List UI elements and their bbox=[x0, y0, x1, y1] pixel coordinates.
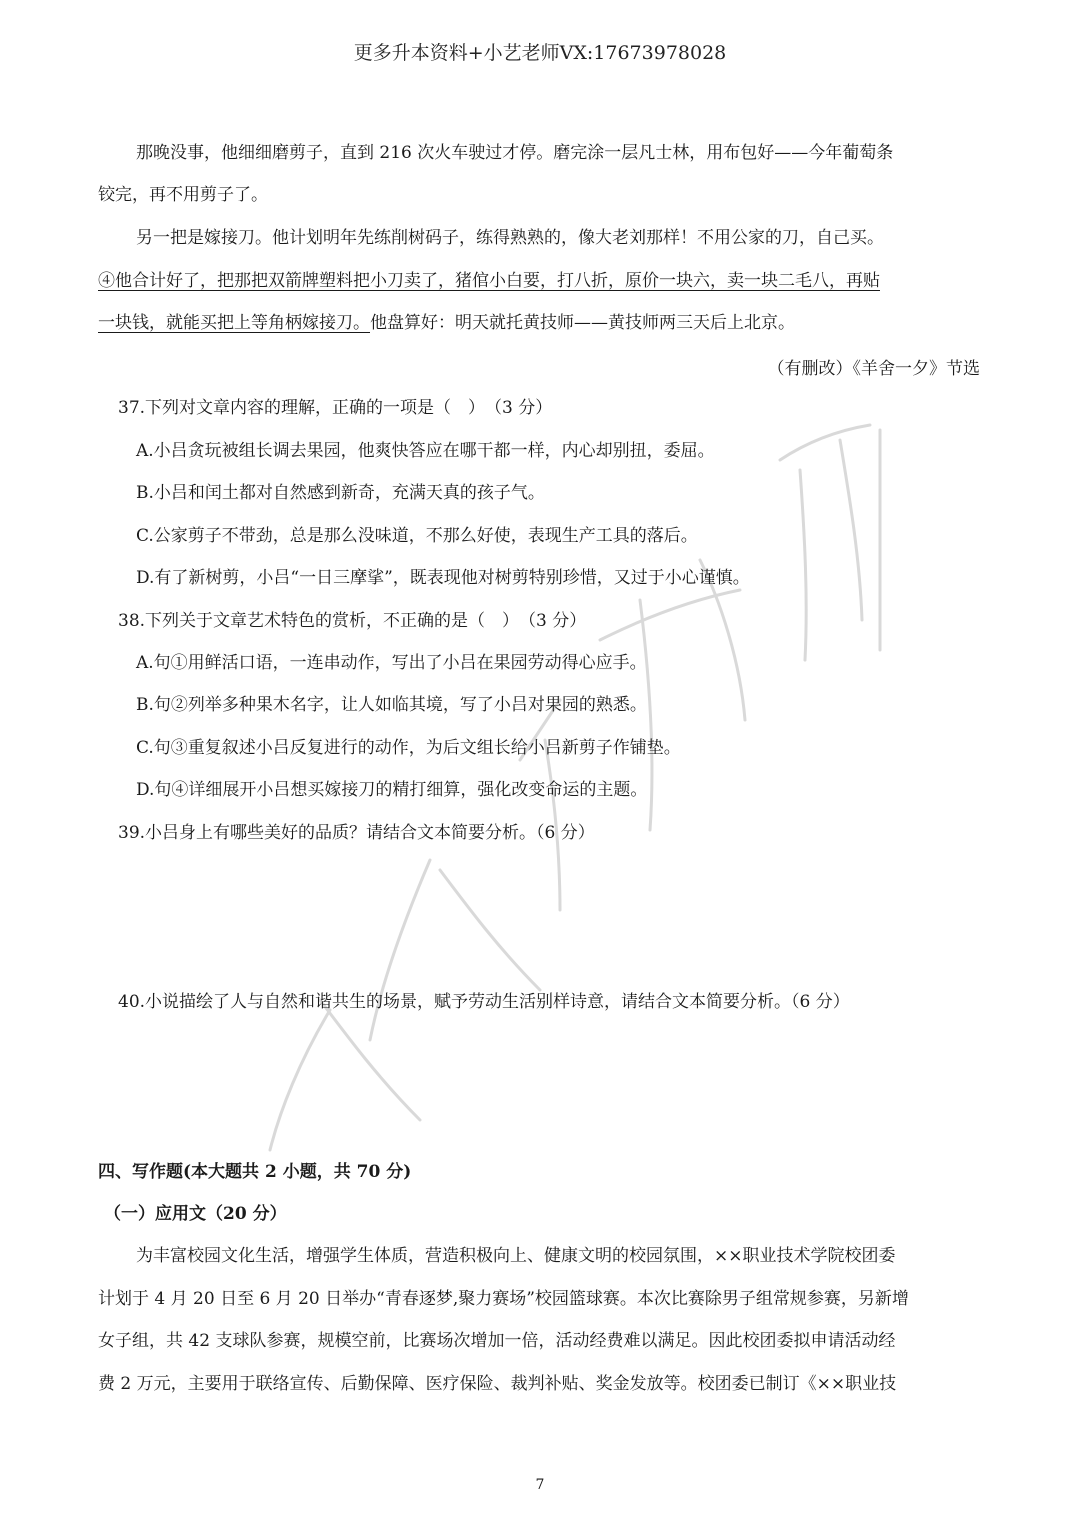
passage-line: 铰完，再不用剪子了。 bbox=[98, 185, 268, 205]
passage-text: 他盘算好：明天就托黄技师——黄技师两三天后上北京。 bbox=[370, 313, 795, 333]
q37-option-a: A.小吕贪玩被组长调去果园，他爽快答应在哪干都一样，内心却别扭，委屈。 bbox=[136, 441, 715, 461]
passage-underlined-line: ④他合计好了，把那把双箭牌塑料把小刀卖了，猪倌小白要，打八折，原价一块六，卖一块二毛八，再贴 bbox=[98, 271, 880, 291]
section-title: 四、写作题(本大题共 2 小题，共 70 分) bbox=[98, 1162, 412, 1182]
q38-option-d: D.句④详细展开小吕想买嫁接刀的精打细算，强化改变命运的主题。 bbox=[136, 780, 648, 800]
passage-source: （有删改）《羊舍一夕》节选 bbox=[767, 359, 980, 379]
passage-line: 那晚没事，他细细磨剪子，直到 216 次火车驶过才停。磨完涂一层凡士林，用布包好——今年葡萄条 bbox=[136, 143, 894, 163]
section-paragraph-line: 为丰富校园文化生活，增强学生体质，营造积极向上、健康文明的校园氛围，××职业技术学院校团委 bbox=[136, 1246, 896, 1266]
q37-option-b: B.小吕和闰土都对自然感到新奇，充满天真的孩子气。 bbox=[136, 483, 545, 503]
passage-line: 另一把是嫁接刀。他计划明年先练削树码子，练得熟熟的，像大老刘那样！不用公家的刀，自己买。 bbox=[136, 228, 884, 248]
page-number: 7 bbox=[535, 1477, 545, 1493]
passage-line bbox=[98, 312, 795, 334]
question-39: 39.小吕身上有哪些美好的品质？请结合文本简要分析。（6 分） bbox=[118, 823, 595, 843]
page-header: 更多升本资料+小艺老师VX:17673978028 bbox=[353, 42, 727, 64]
subsection-title: （一）应用文（20 分） bbox=[104, 1204, 287, 1224]
q37-option-d: D.有了新树剪，小吕“一日三摩挲”，既表现他对树剪特别珍惜，又过于小心谨慎。 bbox=[136, 568, 750, 588]
q38-option-c: C.句③重复叙述小吕反复进行的动作，为后文组长给小吕新剪子作铺垫。 bbox=[136, 738, 681, 758]
question-37: 37.下列对文章内容的理解，正确的一项是（ ） （3 分） bbox=[118, 398, 553, 418]
passage-underlined-text: 一块钱，就能买把上等角柄嫁接刀。 bbox=[98, 313, 370, 333]
section-paragraph-line: 费 2 万元，主要用于联络宣传、后勤保障、医疗保险、裁判补贴、奖金发放等。校团委已制订《××职业技 bbox=[98, 1374, 897, 1394]
section-paragraph-line: 女子组，共 42 支球队参赛，规模空前，比赛场次增加一倍，活动经费难以满足。因此校团委拟申请活动经 bbox=[98, 1331, 896, 1351]
question-38: 38.下列关于文章艺术特色的赏析，不正确的是（ ） （3 分） bbox=[118, 611, 587, 631]
section-paragraph-line: 计划于 4 月 20 日至 6 月 20 日举办“青春逐梦,聚力赛场”校园篮球赛。本次比赛除男子组常规参赛，另新增 bbox=[98, 1289, 909, 1309]
q38-option-b: B.句②列举多种果木名字，让人如临其境，写了小吕对果园的熟悉。 bbox=[136, 695, 647, 715]
q38-option-a: A.句①用鲜活口语，一连串动作，写出了小吕在果园劳动得心应手。 bbox=[136, 653, 647, 673]
q37-option-c: C.公家剪子不带劲，总是那么没味道，不那么好使，表现生产工具的落后。 bbox=[136, 526, 698, 546]
question-40: 40.小说描绘了人与自然和谐共生的场景，赋予劳动生活别样诗意，请结合文本简要分析。（6 分） bbox=[118, 992, 850, 1012]
